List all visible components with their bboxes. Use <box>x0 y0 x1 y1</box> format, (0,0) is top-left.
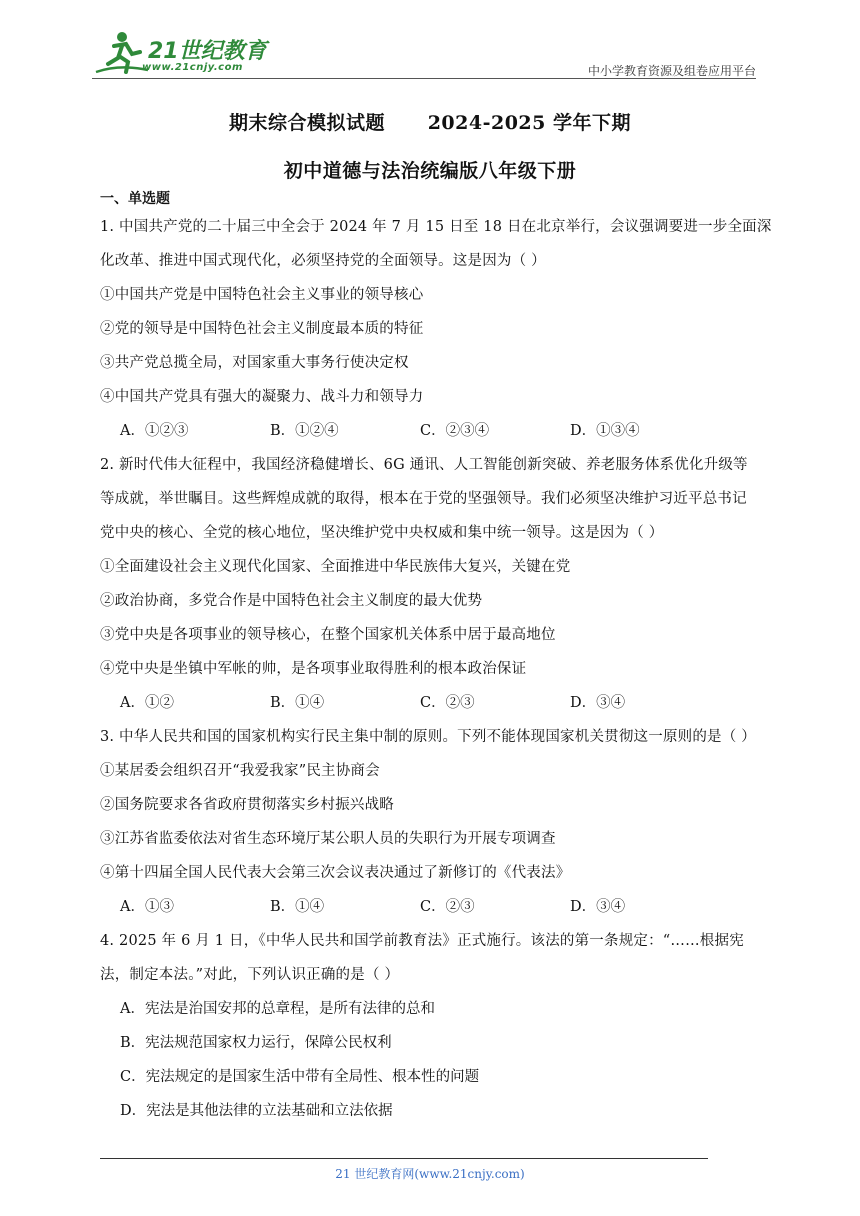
answer-choices <box>100 890 768 924</box>
platform-label: 中小学教育资源及组卷应用平台 <box>587 64 756 78</box>
footer-link[interactable]: 21 世纪教育网(www.21cnjy.com) <box>335 1167 525 1181</box>
statement: ③江苏省监委依法对省生态环境厅某公职人员的失职行为开展专项调查 <box>100 831 556 847</box>
question-1 <box>100 210 772 448</box>
answer-choices <box>100 686 768 720</box>
choice-c[interactable]: C．②③ <box>420 899 475 915</box>
choice-d[interactable]: D．①③④ <box>570 423 640 439</box>
choice-b[interactable]: B．①④ <box>270 695 325 711</box>
section-heading: 一、单选题 <box>100 191 170 207</box>
statement: ②党的领导是中国特色社会主义制度最本质的特征 <box>100 321 424 337</box>
option-b[interactable]: B．宪法规范国家权力运行，保障公民权利 <box>120 1035 392 1051</box>
question-4 <box>100 924 768 1128</box>
logo-text: 21世纪教育 <box>148 39 267 64</box>
title-line-2: 初中道德与法治统编版八年级下册 <box>283 160 577 182</box>
option-a[interactable]: A．宪法是治国安邦的总章程，是所有法律的总和 <box>120 1001 435 1017</box>
question-stem-line: 化改革、推进中国式现代化，必须坚持党的全面领导。这是因为（ ） <box>100 253 546 269</box>
statement: ②政治协商，多党合作是中国特色社会主义制度的最大优势 <box>100 593 483 609</box>
option-c[interactable]: C．宪法规定的是国家生活中带有全局性、根本性的问题 <box>120 1069 480 1085</box>
statement: ③共产党总揽全局，对国家重大事务行使决定权 <box>100 355 409 371</box>
statement: ③党中央是各项事业的领导核心，在整个国家机关体系中居于最高地位 <box>100 627 556 643</box>
footer-divider <box>100 1158 708 1159</box>
question-stem-line: 党中央的核心、全党的核心地位，坚决维护党中央权威和集中统一领导。这是因为（ ） <box>100 525 664 541</box>
question-content <box>100 188 772 1128</box>
question-2 <box>100 448 768 720</box>
choice-b[interactable]: B．①②④ <box>270 423 339 439</box>
choice-c[interactable]: C．②③ <box>420 695 475 711</box>
choice-d[interactable]: D．③④ <box>570 695 626 711</box>
choice-b[interactable]: B．①④ <box>270 899 325 915</box>
question-stem-line: 法，制定本法。”对此，下列认识正确的是（ ） <box>100 967 400 983</box>
question-stem-line: 等成就，举世瞩目。这些辉煌成就的取得，根本在于党的坚强领导。我们必须坚决维护习近平总书记 <box>100 491 747 507</box>
logo-url: www.21cnjy.com <box>142 62 243 73</box>
statement: ①全面建设社会主义现代化国家、全面推进中华民族伟大复兴，关键在党 <box>100 559 571 575</box>
page-header <box>92 28 756 80</box>
statement: ②国务院要求各省政府贯彻落实乡村振兴战略 <box>100 797 394 813</box>
question-3 <box>100 720 768 924</box>
option-d[interactable]: D．宪法是其他法律的立法基础和立法依据 <box>120 1103 393 1119</box>
question-stem-line: 1. 中国共产党的二十届三中全会于 2024 年 7 月 15 日至 18 日在北京举行，会议强调要进一步全面深 <box>100 219 772 235</box>
choice-d[interactable]: D．③④ <box>570 899 626 915</box>
logo <box>92 28 292 78</box>
choice-c[interactable]: C．②③④ <box>420 423 490 439</box>
choice-a[interactable]: A．①③ <box>120 899 174 915</box>
question-stem-line: 4. 2025 年 6 月 1 日，《中华人民共和国学前教育法》正式施行。该法的第一条规定：“……根据宪 <box>100 933 744 949</box>
statement: ④第十四届全国人民代表大会第三次会议表决通过了新修订的《代表法》 <box>100 865 571 881</box>
question-stem-line: 3. 中华人民共和国的国家机构实行民主集中制的原则。下列不能体现国家机关贯彻这一原则的是（ ） <box>100 729 756 745</box>
question-stem-line: 2. 新时代伟大征程中，我国经济稳健增长、6G 通讯、人工智能创新突破、养老服务体系优化升级等 <box>100 457 748 473</box>
statement: ④党中央是坐镇中军帐的帅，是各项事业取得胜利的根本政治保证 <box>100 661 527 677</box>
header-divider <box>92 78 756 79</box>
statement: ④中国共产党具有强大的凝聚力、战斗力和领导力 <box>100 389 424 405</box>
choice-a[interactable]: A．①② <box>120 695 174 711</box>
statement: ①中国共产党是中国特色社会主义事业的领导核心 <box>100 287 424 303</box>
choice-a[interactable]: A．①②③ <box>120 423 189 439</box>
title-line-1: 期末综合模拟试题 2024-2025 学年下期 <box>229 112 631 134</box>
answer-choices <box>100 414 768 448</box>
statement: ①某居委会组织召开“我爱我家”民主协商会 <box>100 763 380 779</box>
